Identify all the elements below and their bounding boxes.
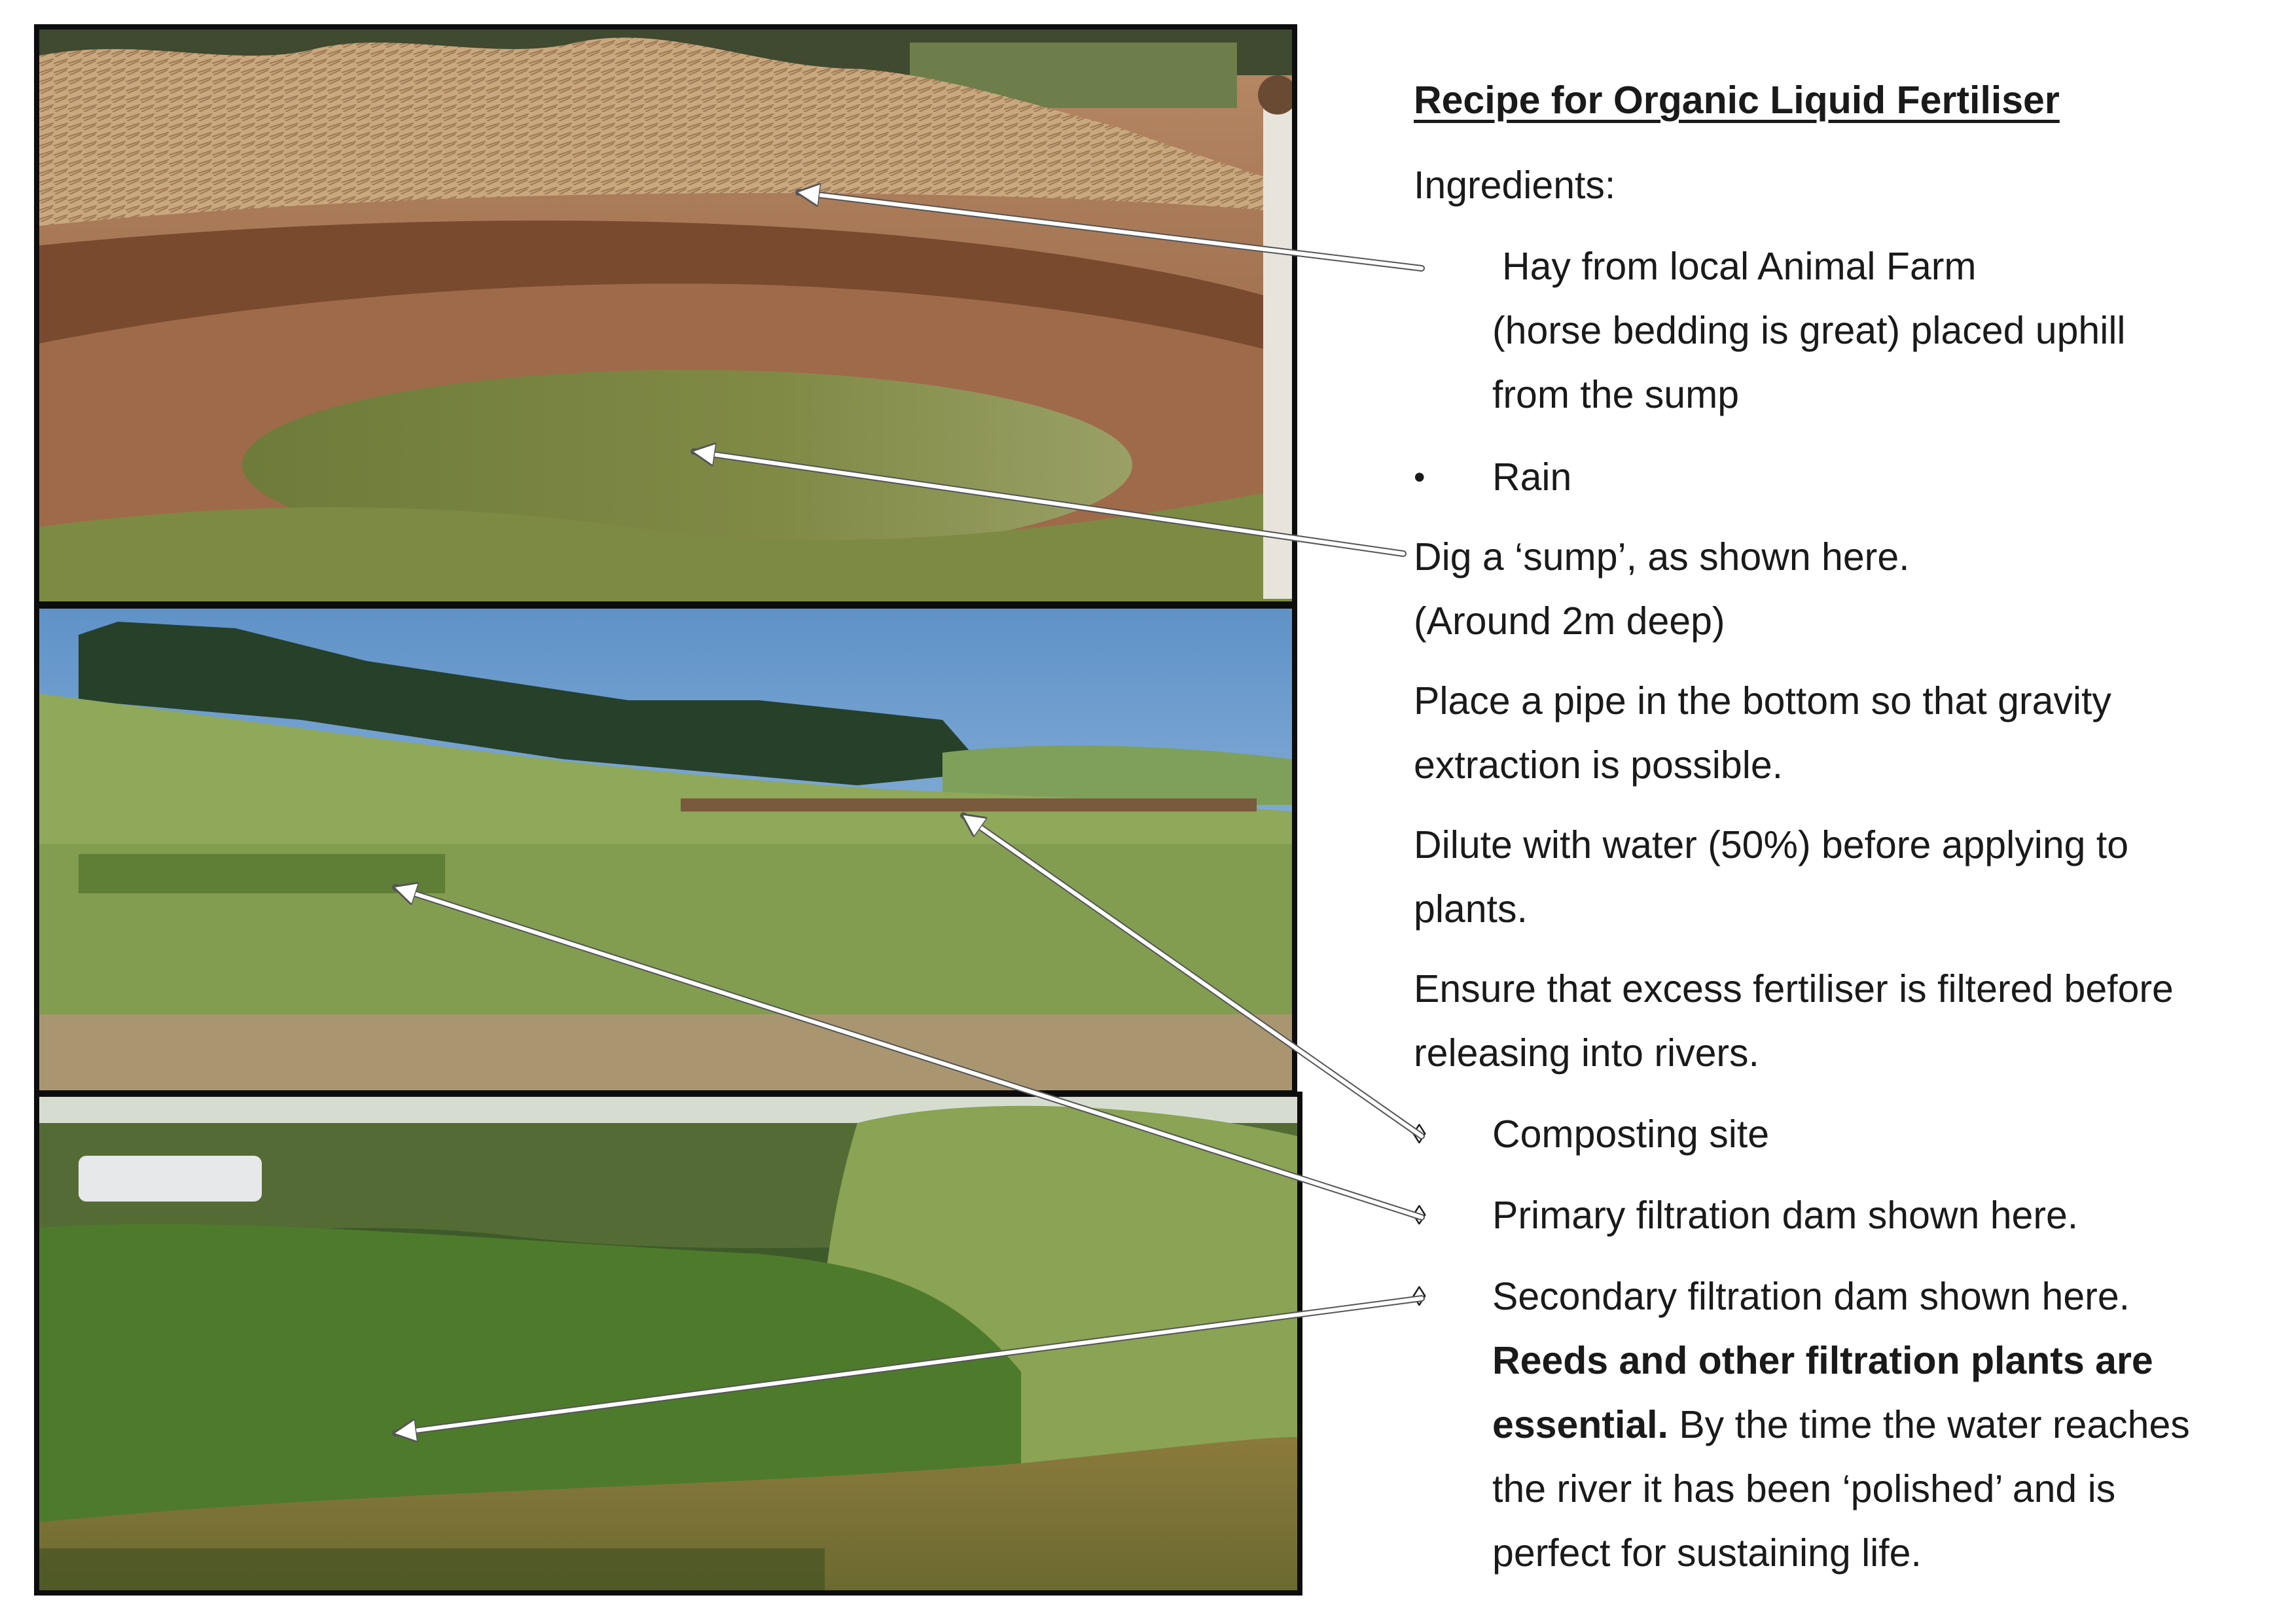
list-bullet: -: [1412, 248, 1424, 285]
callout-secondary-bold: Reeds and other filtration plants are: [1492, 1339, 2153, 1382]
step-pipe: Place a pipe in the bottom so that gravity: [1414, 679, 2111, 722]
list-bullet: •: [1414, 459, 1426, 495]
ingredient-hay-line2: (horse bedding is great) placed uphill: [1492, 309, 2126, 352]
ingredients-label: Ingredients:: [1414, 164, 1616, 207]
ingredient-rain: Rain: [1492, 455, 1572, 499]
reeds-photo: [34, 1092, 1302, 1596]
field-photo: [34, 603, 1297, 1096]
step-dig-depth: (Around 2m deep): [1414, 599, 1725, 643]
step-dilute-line2: plants.: [1414, 887, 1528, 931]
ingredient-hay: Hay from local Animal Farm: [1502, 245, 1977, 288]
callout-secondary-bold2: essential.: [1492, 1403, 1668, 1446]
step-ensure: Ensure that excess fertiliser is filtered before: [1414, 967, 2174, 1010]
step-ensure-line2: releasing into rivers.: [1414, 1031, 1759, 1075]
callout-composting: Composting site: [1492, 1113, 1770, 1156]
step-dig: Dig a ‘sump’, as shown here.: [1414, 535, 1910, 579]
page-title: Recipe for Organic Liquid Fertiliser: [1414, 79, 2060, 122]
callout-secondary-line5: perfect for sustaining life.: [1492, 1531, 1922, 1575]
diamond-bullet-icon: ◊: [1412, 1200, 1426, 1230]
callout-secondary-dam: Secondary filtration dam shown here.: [1492, 1275, 2130, 1318]
callout-secondary-line4: the river it has been ‘polished’ and is: [1492, 1467, 2116, 1510]
callout-primary-dam: Primary filtration dam shown here.: [1492, 1194, 2079, 1237]
sump-photo: [34, 24, 1297, 607]
callout-secondary-line3: [1492, 1393, 2190, 1457]
ingredient-hay-line3: from the sump: [1492, 373, 1740, 416]
step-dilute: Dilute with water (50%) before applying to: [1414, 823, 2129, 866]
callout-secondary-rest: By the time the water reaches: [1668, 1403, 2190, 1446]
diamond-bullet-icon: ◊: [1412, 1118, 1426, 1149]
diamond-bullet-icon: ◊: [1412, 1281, 1426, 1311]
step-pipe-line2: extraction is possible.: [1414, 743, 1784, 787]
